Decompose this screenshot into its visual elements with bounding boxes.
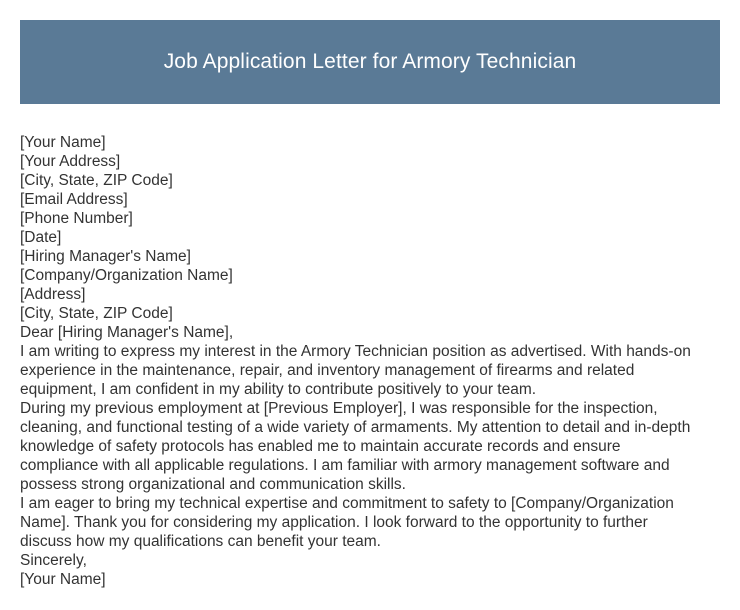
paragraph-line: compliance with all applicable regulations. I am familiar with armory management software and (20, 457, 670, 474)
letter-date: [Date] (20, 229, 62, 246)
sender-city: [City, State, ZIP Code] (20, 172, 173, 189)
sender-phone: [Phone Number] (20, 210, 133, 227)
paragraph-line: experience in the maintenance, repair, and inventory management of firearms and related (20, 362, 635, 379)
paragraph-line: Name]. Thank you for considering my application. I look forward to the opportunity to further (20, 514, 648, 531)
paragraph-line: I am eager to bring my technical expertise and commitment to safety to [Company/Organization (20, 495, 674, 512)
paragraph-intro (20, 342, 725, 399)
paragraph-experience (20, 399, 725, 494)
sender-email: [Email Address] (20, 191, 128, 208)
letter-body (20, 133, 725, 589)
paragraph-line: I am writing to express my interest in the Armory Technician position as advertised. With hands-on (20, 343, 691, 360)
recipient-city: [City, State, ZIP Code] (20, 305, 173, 322)
recipient-name: [Hiring Manager's Name] (20, 248, 191, 265)
paragraph-closing (20, 494, 725, 551)
paragraph-line: equipment, I am confident in my ability to contribute positively to your team. (20, 381, 537, 398)
sender-address: [Your Address] (20, 153, 121, 170)
paragraph-line: possess strong organizational and communication skills. (20, 476, 406, 493)
sender-name: [Your Name] (20, 134, 106, 151)
paragraph-line: knowledge of safety protocols has enabled me to maintain accurate records and ensure (20, 438, 621, 455)
signature: [Your Name] (20, 571, 106, 588)
recipient-company: [Company/Organization Name] (20, 267, 233, 284)
recipient-address: [Address] (20, 286, 86, 303)
page-title: Job Application Letter for Armory Technician (163, 50, 577, 73)
paragraph-line: discuss how my qualifications can benefit your team. (20, 533, 381, 550)
salutation: Dear [Hiring Manager's Name], (20, 324, 234, 341)
paragraph-line: During my previous employment at [Previous Employer], I was responsible for the inspection, (20, 400, 658, 417)
closing: Sincerely, (20, 552, 87, 569)
paragraph-line: cleaning, and functional testing of a wide variety of armaments. My attention to detail and in-depth (20, 419, 691, 436)
header-banner (20, 20, 720, 104)
